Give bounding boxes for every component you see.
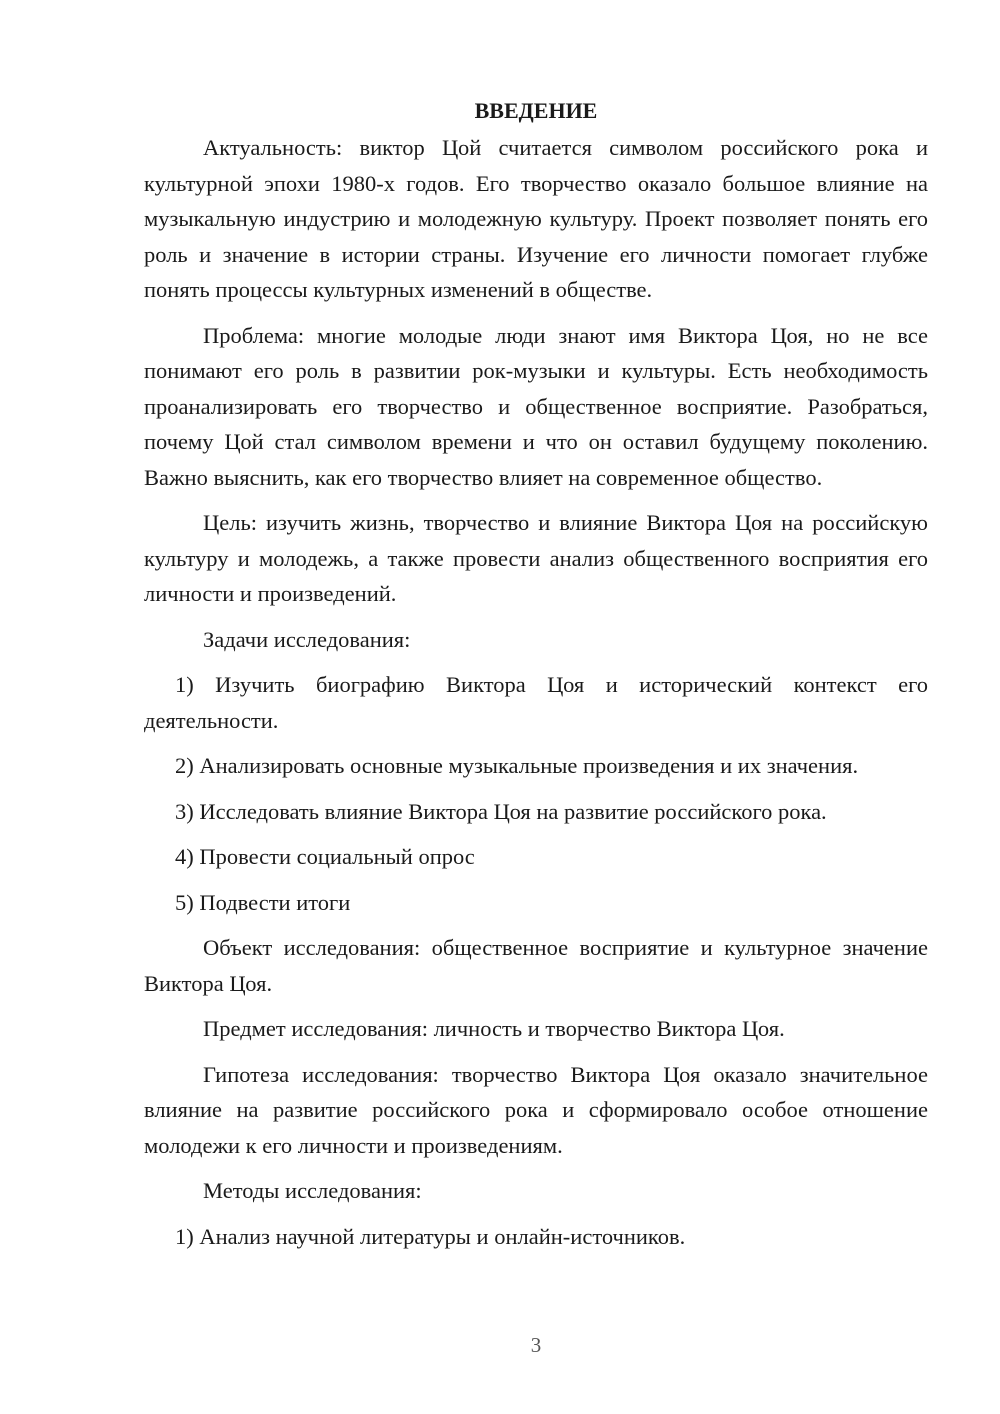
object-paragraph: Объект исследования: общественное восприятие и культурное значение Виктора Цоя. (144, 935, 928, 996)
method-item-1: 1) Анализ научной литературы и онлайн-источников. (175, 1223, 686, 1249)
task-item-3: 3) Исследовать влияние Виктора Цоя на развитие российского рока. (175, 798, 827, 824)
task-item-4: 4) Провести социальный опрос (175, 844, 475, 869)
task-item-1: 1) Изучить биографию Виктора Цоя и исторический контекст его деятельности. (144, 672, 928, 733)
goal-paragraph: Цель: изучить жизнь, творчество и влияние Виктора Цоя на российскую культуру и молодежь, а также провести анализ общественного восприятия его личности и произведений. (144, 510, 928, 606)
task-item-5: 5) Подвести итоги (175, 889, 351, 915)
tasks-heading: Задачи исследования: (203, 626, 411, 652)
methods-heading: Методы исследования: (203, 1178, 422, 1203)
document-page (144, 96, 928, 1264)
task-item-2: 2) Анализировать основные музыкальные произведения и их значения. (175, 753, 859, 778)
relevance-paragraph: Актуальность: виктор Цой считается символом российского рока и культурной эпохи 1980-х годов. Его творчество оказало большое влияние на музыкальную индустрию и молодежную культуру. Проект позволяет понять его роль и значение в истории страны. Изучение его личности помогает глубже понять процессы культурных изменений в обществе. (144, 135, 928, 302)
page-number: 3 (530, 1333, 542, 1357)
problem-paragraph: Проблема: многие молодые люди знают имя Виктора Цоя, но не все понимают его роль в развитии рок-музыки и культуры. Есть необходимость проанализировать его творчество и общественное восприятие. Разобраться, почему Цой стал символом времени и что он оставил будущему поколению. Важно выяснить, как его творчество влияет на современное общество. (144, 322, 928, 490)
subject-paragraph: Предмет исследования: личность и творчество Виктора Цоя. (203, 1016, 785, 1041)
hypothesis-paragraph: Гипотеза исследования: творчество Виктора Цоя оказало значительное влияние на развитие российского рока и сформировало особое отношение молодежи к его личности и произведениям. (144, 1061, 928, 1158)
section-heading: ВВЕДЕНИЕ (474, 98, 598, 123)
